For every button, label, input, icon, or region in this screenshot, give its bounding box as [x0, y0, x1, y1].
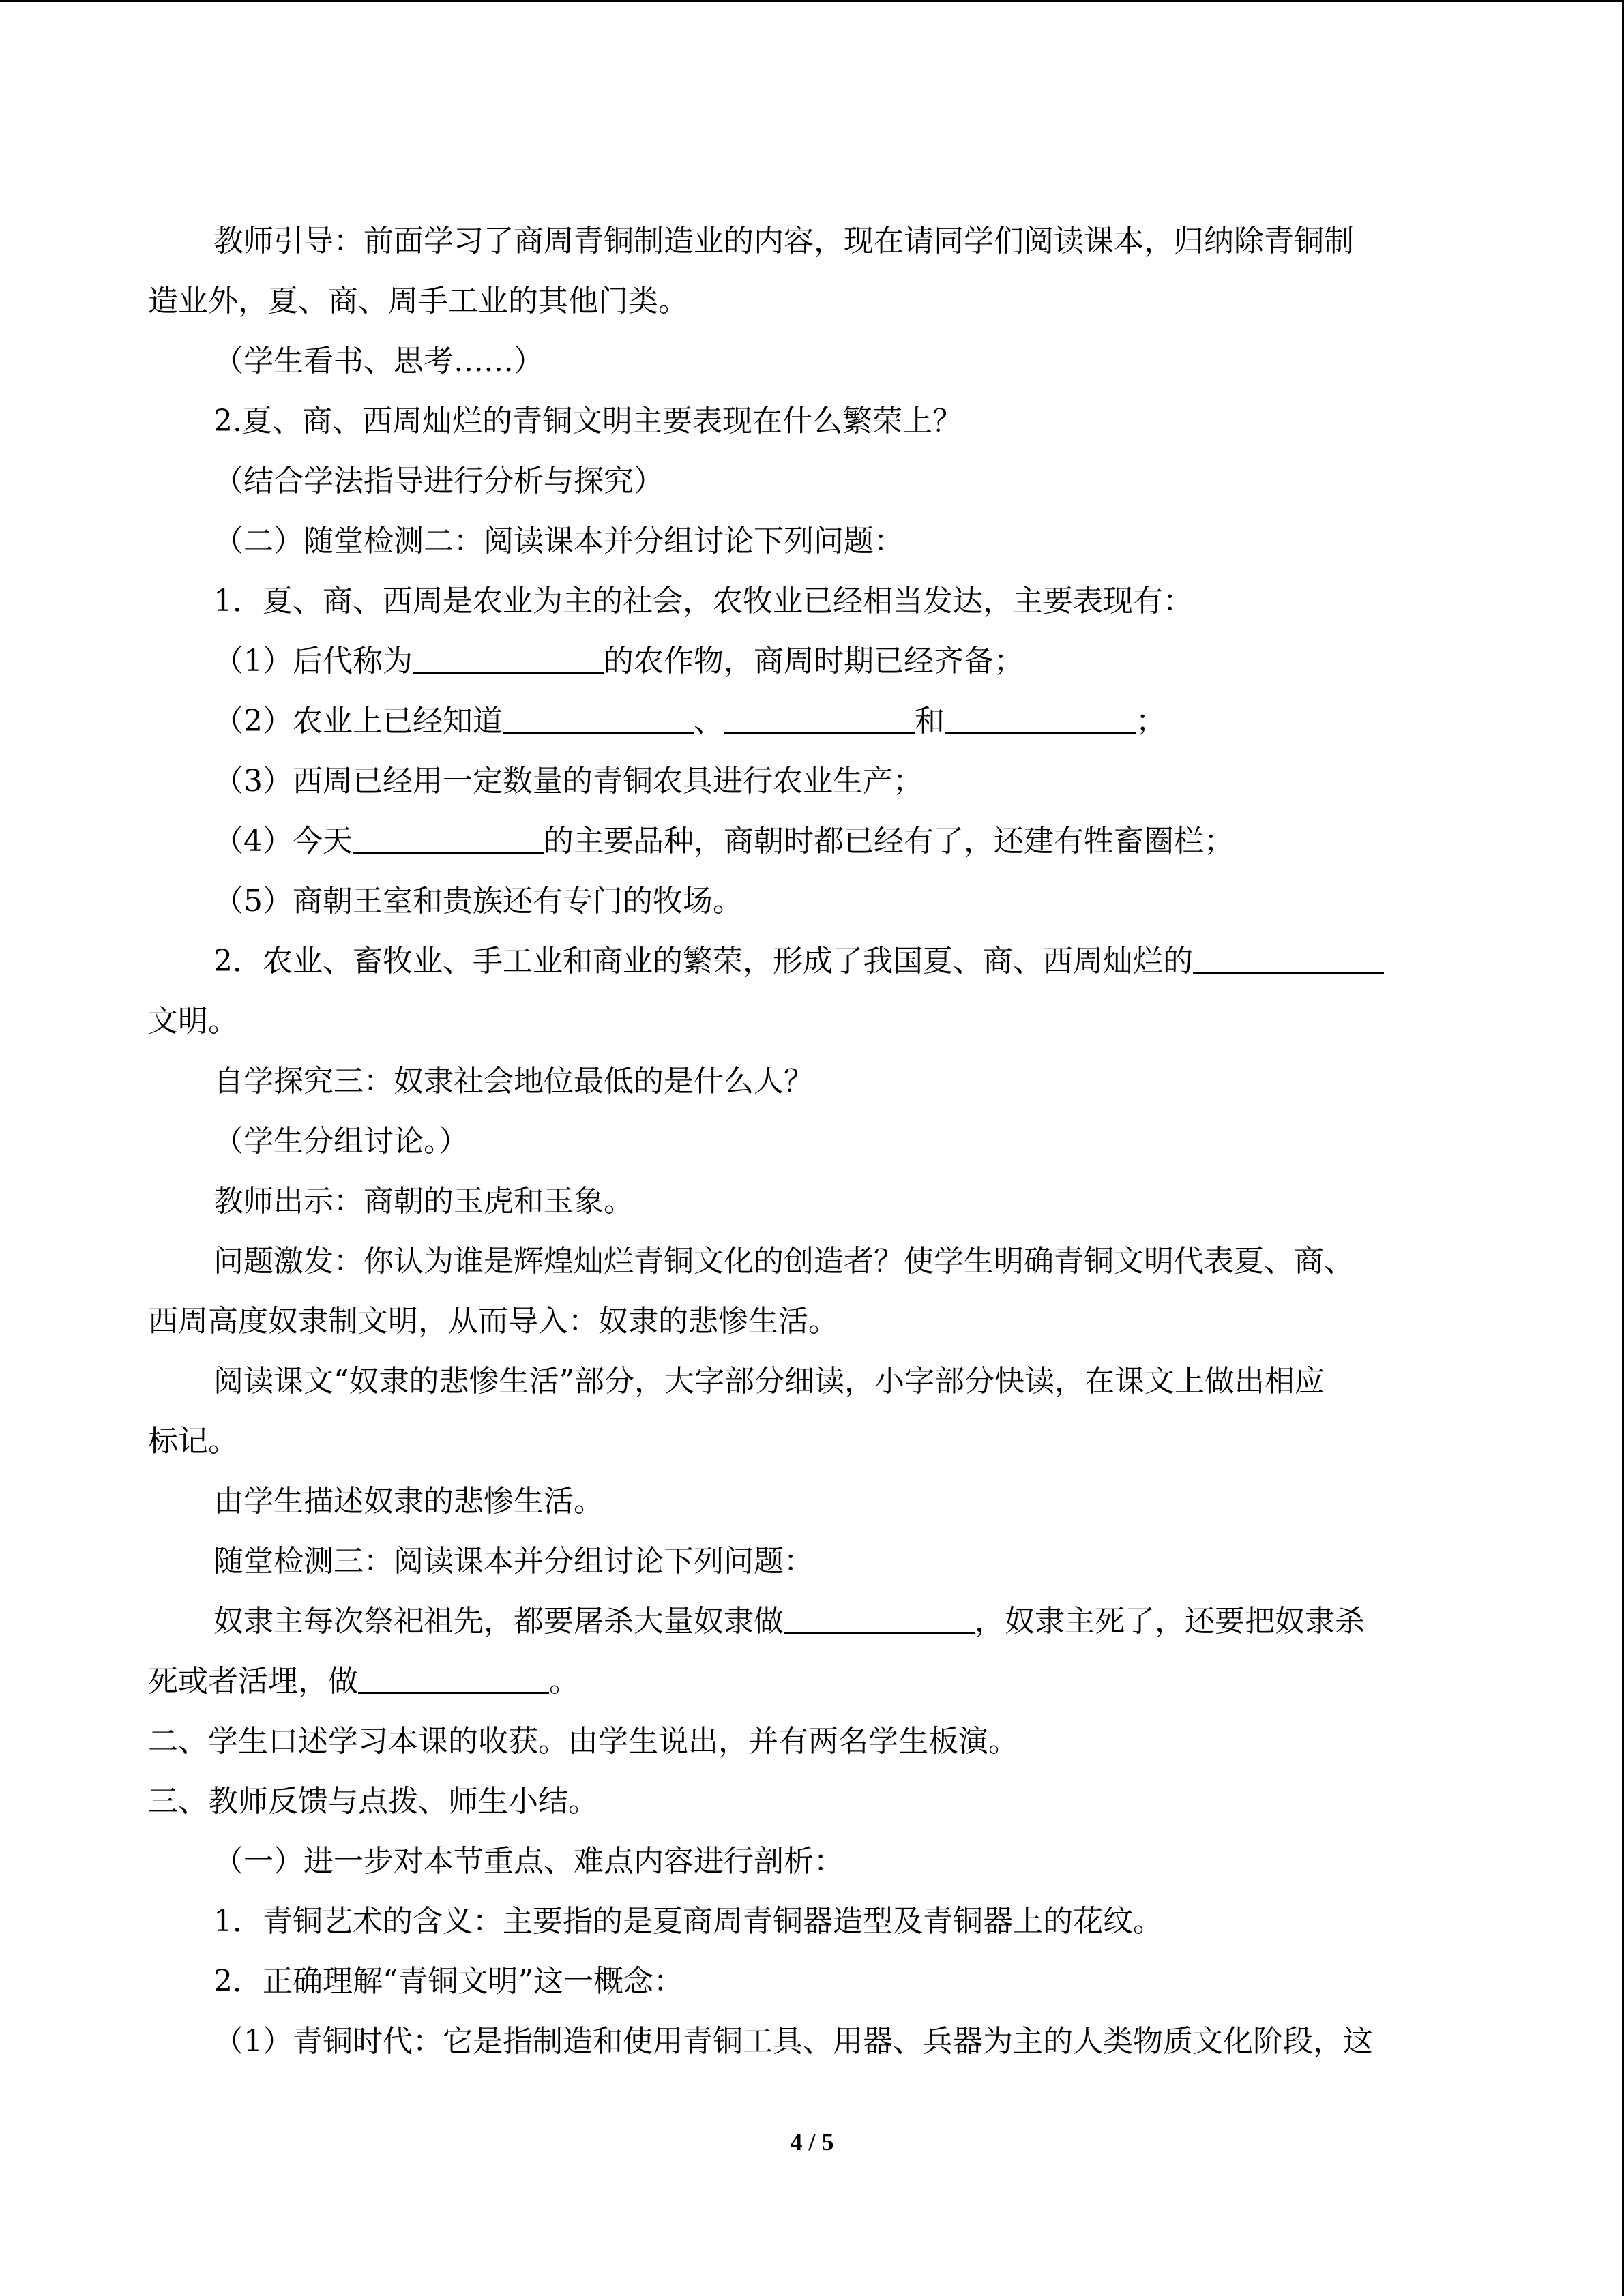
fill-in-blank[interactable] — [413, 642, 604, 674]
text-segment: 奴隶主每次祭祀祖先，都要屠杀大量奴隶做 — [213, 1604, 784, 1639]
text-segment: （学生看书、思考……） — [213, 344, 544, 378]
text-segment: 和 — [915, 704, 945, 739]
text-line — [148, 1232, 1475, 1292]
text-line — [148, 1412, 1475, 1472]
text-line — [148, 451, 1475, 511]
text-segment: 文明。 — [148, 1004, 238, 1039]
text-line — [148, 1352, 1475, 1412]
text-segment: 三、教师反馈与点拨、师生小结。 — [148, 1784, 598, 1819]
text-segment: （4）今天 — [213, 824, 353, 859]
text-line — [148, 871, 1475, 931]
text-line — [148, 1892, 1475, 1952]
text-segment: 2．正确理解“青铜文明”这一概念： — [213, 1964, 683, 1999]
page-top-border — [0, 0, 1624, 2]
text-line — [148, 992, 1475, 1052]
text-segment: （1）青铜时代：它是指制造和使用青铜工具、用器、兵器为主的人类物质文化阶段，这 — [213, 2024, 1373, 2059]
fill-in-blank[interactable] — [724, 702, 915, 734]
text-segment: （二）随堂检测二：阅读课本并分组讨论下列问题： — [213, 524, 904, 558]
text-segment: 的主要品种，商朝时都已经有了，还建有牲畜圈栏； — [544, 824, 1234, 859]
text-segment: 问题激发：你认为谁是辉煌灿烂青铜文化的创造者？使学生明确青铜文明代表夏、商、 — [213, 1244, 1354, 1279]
fill-in-blank[interactable] — [945, 702, 1136, 734]
text-segment: （3）西周已经用一定数量的青铜农具进行农业生产； — [213, 764, 923, 799]
text-segment: 由学生描述奴隶的悲惨生活。 — [213, 1484, 604, 1519]
text-line — [148, 1712, 1475, 1772]
text-line — [148, 271, 1475, 331]
fill-in-blank[interactable] — [503, 702, 694, 734]
text-segment: （学生分组讨论。） — [213, 1124, 469, 1159]
text-line — [148, 1472, 1475, 1532]
text-line — [148, 1112, 1475, 1172]
fill-in-blank[interactable] — [784, 1602, 975, 1634]
text-line — [148, 1592, 1475, 1652]
text-segment: 自学探究三：奴隶社会地位最低的是什么人？ — [213, 1064, 814, 1099]
text-segment: 2.夏、商、西周灿烂的青铜文明主要表现在什么繁荣上？ — [213, 404, 962, 438]
text-segment: （5）商朝王室和贵族还有专门的牧场。 — [213, 884, 743, 919]
text-line — [148, 811, 1475, 871]
text-line — [148, 511, 1475, 571]
text-line — [148, 2012, 1475, 2072]
text-segment: 标记。 — [148, 1424, 238, 1459]
text-segment: （2）农业上已经知道 — [213, 704, 503, 739]
text-line — [148, 331, 1475, 391]
page-number: 4 / 5 — [790, 2128, 834, 2156]
text-segment: 1．青铜艺术的含义：主要指的是夏商周青铜器造型及青铜器上的花纹。 — [213, 1904, 1163, 1939]
text-segment: 的农作物，商周时期已经齐备； — [604, 644, 1024, 679]
text-line — [148, 631, 1475, 691]
text-segment: 2．农业、畜牧业、手工业和商业的繁荣，形成了我国夏、商、西周灿烂的 — [213, 944, 1193, 979]
text-line — [148, 691, 1475, 751]
fill-in-blank[interactable] — [353, 822, 544, 854]
text-line — [148, 1772, 1475, 1832]
text-line — [148, 1172, 1475, 1232]
text-line — [148, 751, 1475, 811]
text-segment: 教师出示：商朝的玉虎和玉象。 — [213, 1184, 634, 1219]
text-segment: （结合学法指导进行分析与探究） — [213, 464, 664, 498]
text-segment: （1）后代称为 — [213, 644, 413, 679]
text-line — [148, 1952, 1475, 2012]
text-line — [148, 1292, 1475, 1352]
text-segment: 1．夏、商、西周是农业为主的社会，农牧业已经相当发达，主要表现有： — [213, 584, 1193, 618]
text-segment: 随堂检测三：阅读课本并分组讨论下列问题： — [213, 1544, 814, 1579]
text-line — [148, 211, 1475, 271]
text-segment: 西周高度奴隶制文明，从而导入：奴隶的悲惨生活。 — [148, 1304, 838, 1339]
text-line — [148, 1652, 1475, 1712]
fill-in-blank[interactable] — [1193, 942, 1384, 974]
text-line — [148, 1832, 1475, 1892]
fill-in-blank[interactable] — [358, 1662, 549, 1694]
text-segment: 阅读课文“奴隶的悲惨生活”部分，大字部分细读，小字部分快读，在课文上做出相应 — [213, 1364, 1325, 1399]
document-body — [148, 211, 1475, 2072]
text-segment: （一）进一步对本节重点、难点内容进行剖析： — [213, 1844, 844, 1879]
text-line — [148, 1052, 1475, 1112]
text-segment: 教师引导：前面学习了商周青铜制造业的内容，现在请同学们阅读课本，归纳除青铜制 — [213, 224, 1354, 258]
text-segment: 。 — [549, 1664, 579, 1699]
text-segment: 死或者活埋，做 — [148, 1664, 358, 1699]
text-line — [148, 1532, 1475, 1592]
text-segment: ； — [1136, 704, 1166, 739]
text-line — [148, 391, 1475, 451]
text-line — [148, 931, 1475, 992]
text-line — [148, 571, 1475, 631]
text-segment: ，奴隶主死了，还要把奴隶杀 — [975, 1604, 1365, 1639]
text-segment: 二、学生口述学习本课的收获。由学生说出，并有两名学生板演。 — [148, 1724, 1018, 1759]
text-segment: 造业外，夏、商、周手工业的其他门类。 — [148, 284, 688, 318]
text-segment: 、 — [694, 704, 724, 739]
